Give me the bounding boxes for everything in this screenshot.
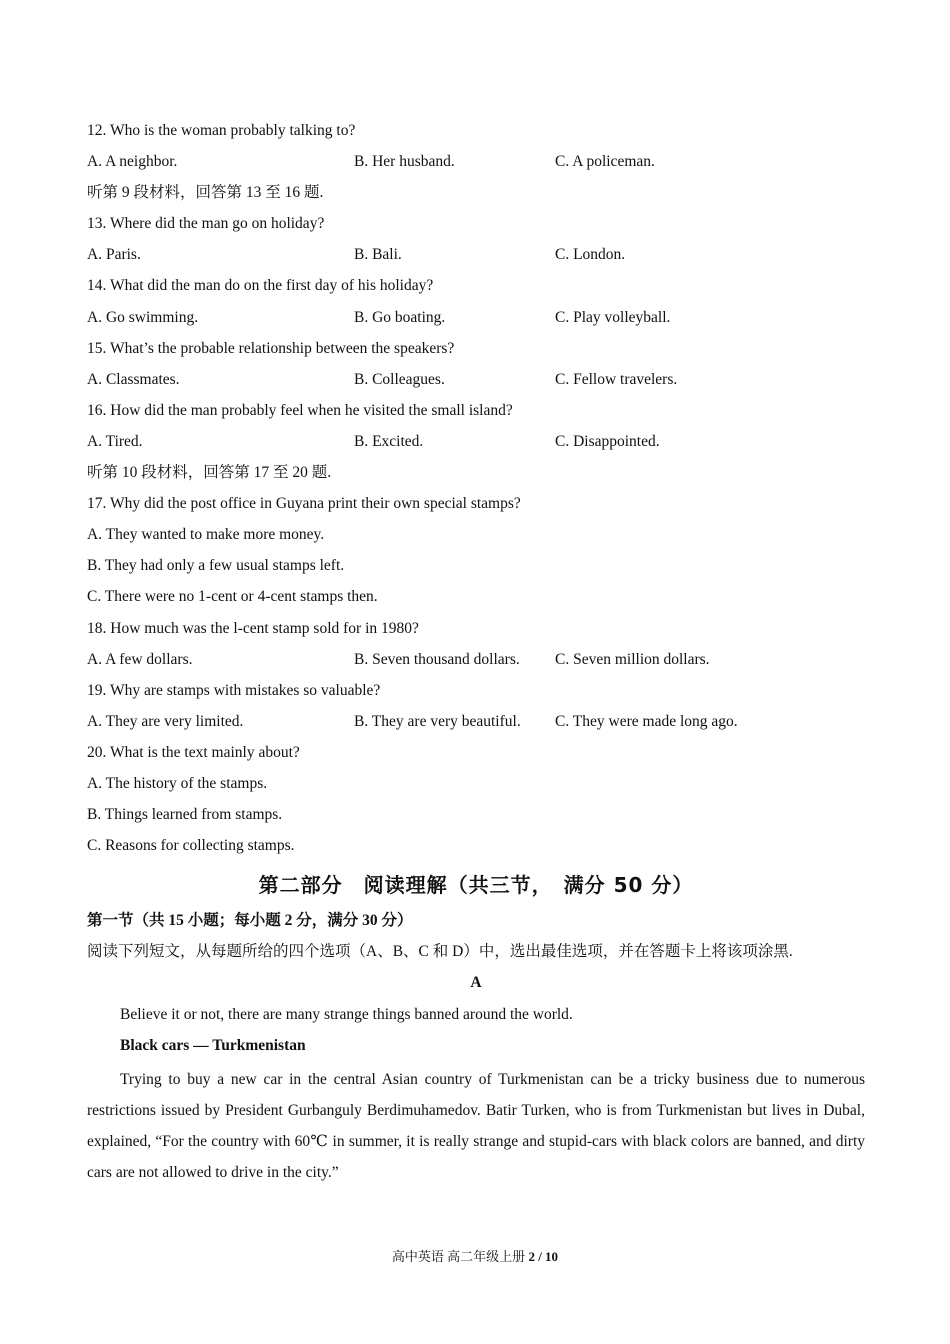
option-c: C. A policeman. xyxy=(555,153,655,171)
options-row xyxy=(87,429,865,460)
question-line: 15. What’s the probable relationship between the speakers? xyxy=(87,339,455,357)
options-row xyxy=(87,242,865,273)
question-line: 听第 9 段材料，回答第 13 至 16 题. xyxy=(87,184,324,202)
question-line: 19. Why are stamps with mistakes so valuable? xyxy=(87,681,381,699)
option-b: B. Excited. xyxy=(354,432,424,450)
question-line: 17. Why did the post office in Guyana print their own special stamps? xyxy=(87,495,521,513)
exam-page xyxy=(87,118,865,1189)
option-c: C. Play volleyball. xyxy=(555,308,671,326)
option-b: B. Go boating. xyxy=(354,308,446,326)
option-a: A. Classmates. xyxy=(87,370,180,388)
options-row xyxy=(87,305,865,336)
section-one-instruction: 阅读下列短文，从每题所给的四个选项（A、B、C 和 D）中，选出最佳选项，并在答题卡上将该项涂黑. xyxy=(87,943,793,961)
option-c: C. Seven million dollars. xyxy=(555,650,710,668)
option-a: A. A few dollars. xyxy=(87,650,193,668)
options-row xyxy=(87,367,865,398)
question-line: 14. What did the man do on the first day of his holiday? xyxy=(87,277,434,295)
option-c: C. They were made long ago. xyxy=(555,712,738,730)
option-c: C. Disappointed. xyxy=(555,432,660,450)
question-line: B. Things learned from stamps. xyxy=(87,806,283,824)
page-footer xyxy=(0,1246,950,1265)
option-b: B. Bali. xyxy=(354,246,402,264)
footer-label: 高中英语 高二年级上册 xyxy=(391,1249,526,1264)
page-number: 2 / 10 xyxy=(528,1249,559,1264)
option-b: B. They are very beautiful. xyxy=(354,712,521,730)
option-a: A. Tired. xyxy=(87,432,143,450)
passage-label: A xyxy=(470,974,482,992)
option-a: A. Go swimming. xyxy=(87,308,199,326)
option-b: B. Colleagues. xyxy=(354,370,445,388)
options-row xyxy=(87,647,865,678)
question-line: 听第 10 段材料，回答第 17 至 20 题. xyxy=(87,464,332,482)
option-a: A. Paris. xyxy=(87,246,141,264)
option-a: A. They are very limited. xyxy=(87,712,244,730)
option-b: B. Seven thousand dollars. xyxy=(354,650,520,668)
option-c: C. London. xyxy=(555,246,626,264)
question-line: A. They wanted to make more money. xyxy=(87,526,325,544)
part-two-title: 第二部分 阅读理解（共三节， 满分 50 分） xyxy=(258,873,694,898)
options-row xyxy=(87,149,865,180)
question-line: C. Reasons for collecting stamps. xyxy=(87,837,295,855)
section-one-title: 第一节（共 15 小题；每小题 2 分，满分 30 分） xyxy=(87,912,413,930)
question-line: 16. How did the man probably feel when he visited the small island? xyxy=(87,401,513,419)
subheading: Black cars — Turkmenistan xyxy=(120,1036,306,1054)
intro-sentence: Believe it or not, there are many strange things banned around the world. xyxy=(120,1005,573,1023)
question-line: B. They had only a few usual stamps left. xyxy=(87,557,345,575)
passage-paragraph: Trying to buy a new car in the central Asian country of Turkmenistan can be a tricky business due to numerous restrictions issued by President Gurbanguly Berdimuhamedov. Batir Turken, who is from Turkmenistan but lives in Dubal, explained, “For the country with 60℃ in summer, it is really strange and stupid-cars with black colors are banned, and dirty cars are not allowed to drive in the city.” xyxy=(87,1070,865,1182)
listening-questions xyxy=(87,118,865,864)
question-line: 12. Who is the woman probably talking to? xyxy=(87,122,356,139)
question-line: A. The history of the stamps. xyxy=(87,774,268,792)
option-c: C. Fellow travelers. xyxy=(555,370,678,388)
question-line: 20. What is the text mainly about? xyxy=(87,743,300,761)
question-line: 13. Where did the man go on holiday? xyxy=(87,215,325,233)
question-line: C. There were no 1-cent or 4-cent stamps then. xyxy=(87,588,378,606)
option-b: B. Her husband. xyxy=(354,153,455,171)
options-row xyxy=(87,709,865,740)
option-a: A. A neighbor. xyxy=(87,153,178,171)
question-line: 18. How much was the l-cent stamp sold for in 1980? xyxy=(87,619,419,637)
